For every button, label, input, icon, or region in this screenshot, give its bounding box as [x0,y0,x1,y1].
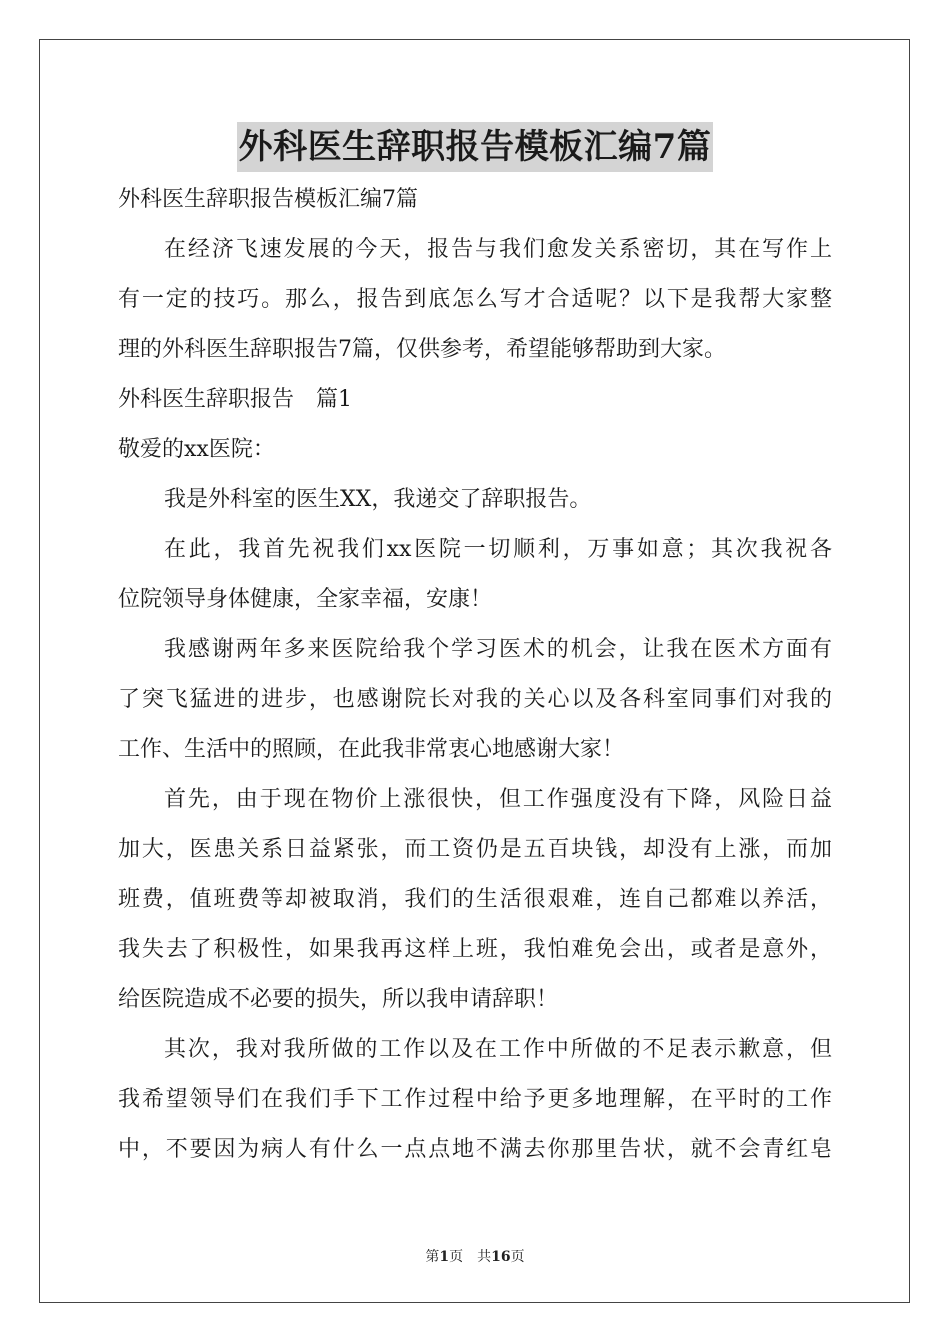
paragraph-line: 我希望领导们在我们手下工作过程中给予更多地理解，在平时的工作 [118,1087,832,1112]
paragraph-line: 首先，由于现在物价上涨很快，但工作强度没有下降，风险日益 [164,787,832,812]
section-heading: 外科医生辞职报告 篇1 [118,387,352,412]
paragraph-line: 其次，我对我所做的工作以及在工作中所做的不足表示歉意，但 [164,1037,832,1062]
document-title: 外科医生辞职报告模板汇编7篇 [237,122,714,172]
title-container [0,122,950,172]
paragraph-line: 我是外科室的医生XX，我递交了辞职报告。 [164,487,592,512]
total-pages-number: 16 [491,1249,511,1265]
intro-line-3: 理的外科医生辞职报告7篇，仅供参考，希望能够帮助到大家。 [118,337,726,362]
paragraph-line: 加大，医患关系日益紧张，而工资仍是五百块钱，却没有上涨，而加 [118,837,832,862]
salutation: 敬爱的xx医院： [118,437,275,462]
paragraph-line: 在此，我首先祝我们xx医院一切顺利，万事如意；其次我祝各 [164,537,832,562]
paragraph-line: 班费，值班费等却被取消，我们的生活很艰难，连自己都难以养活， [118,887,832,912]
paragraph-line: 了突飞猛进的进步，也感谢院长对我的关心以及各科室同事们对我的 [118,687,832,712]
footer-prefix: 第 [425,1249,440,1265]
footer-suffix: 页 [510,1249,525,1265]
paragraph-line: 中，不要因为病人有什么一点点地不满去你那里告状，就不会青红皂 [118,1137,832,1162]
intro-line-2: 有一定的技巧。那么，报告到底怎么写才合适呢？以下是我帮大家整 [118,287,832,312]
intro-line-1: 在经济飞速发展的今天，报告与我们愈发关系密切，其在写作上 [164,237,832,262]
current-page-number: 1 [439,1249,450,1265]
footer-middle: 页 共 [449,1249,492,1265]
paragraph-line: 位院领导身体健康，全家幸福，安康！ [118,587,493,612]
paragraph-line: 工作、生活中的照顾，在此我非常衷心地感谢大家！ [118,737,625,762]
paragraph-line: 给医院造成不必要的损失，所以我申请辞职！ [118,987,559,1012]
paragraph-line: 我失去了积极性，如果我再这样上班，我怕难免会出，或者是意外， [118,937,832,962]
page-footer [0,1248,950,1266]
paragraph-line: 我感谢两年多来医院给我个学习医术的机会，让我在医术方面有 [164,637,832,662]
subtitle-line: 外科医生辞职报告模板汇编7篇 [118,187,418,212]
